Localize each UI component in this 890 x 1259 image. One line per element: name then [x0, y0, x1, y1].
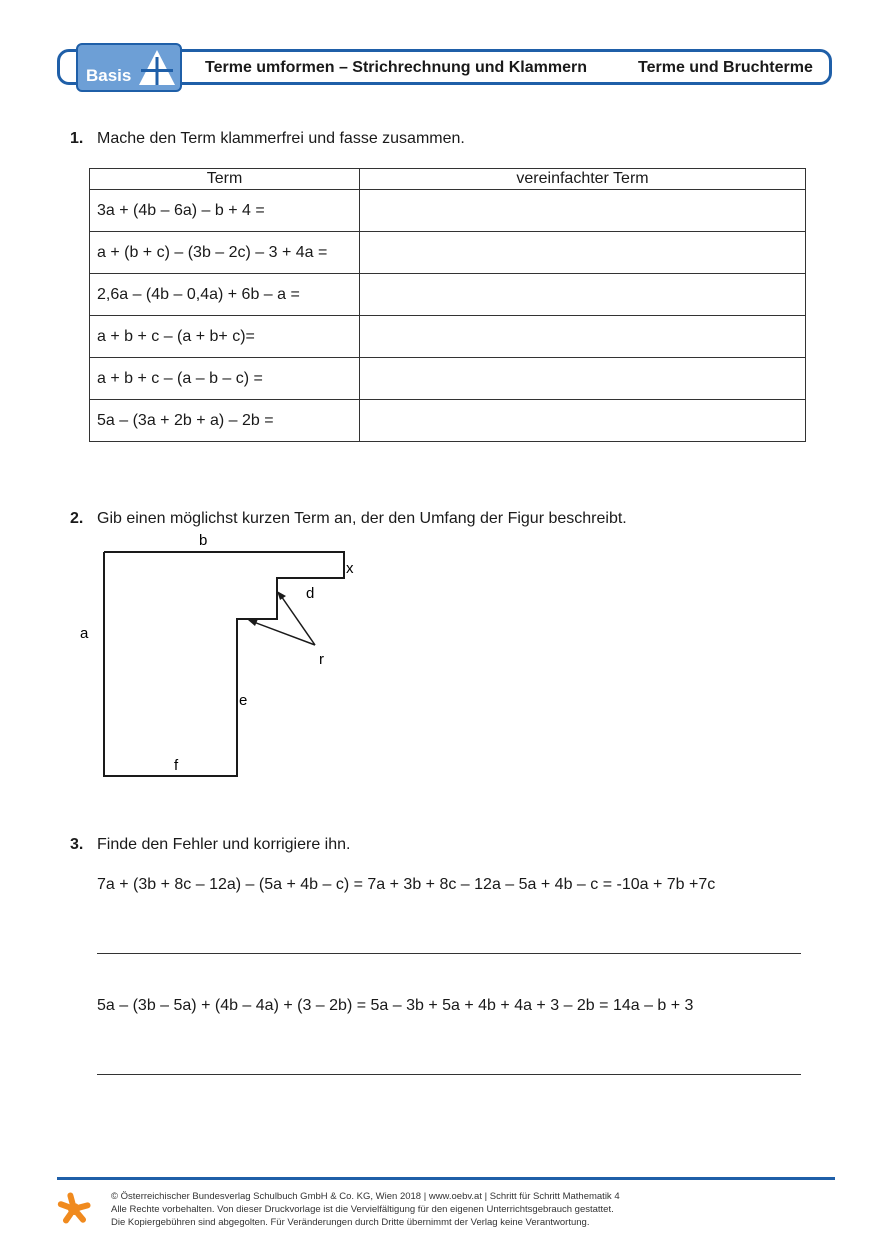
table-row [90, 274, 806, 316]
task3-number: 3. [70, 836, 84, 853]
level-badge [76, 43, 182, 92]
worksheet-title: Terme umformen – Strichrechnung und Klammern [205, 59, 587, 76]
section-title: Terme und Bruchterme [638, 59, 813, 76]
arrowhead-icon [248, 619, 258, 626]
answer-cell[interactable] [360, 190, 806, 232]
answer-line-2[interactable] [97, 1074, 801, 1075]
table-row [90, 232, 806, 274]
table-row [90, 316, 806, 358]
answer-cell[interactable] [360, 358, 806, 400]
publisher-logo-icon [56, 1191, 92, 1227]
footer-copyright: © Österreichischer Bundesverlag Schulbuch GmbH & Co. KG, Wien 2018 | www.oebv.at | Schritt für Schritt Mathematik 4 [111, 1191, 620, 1202]
task3-instruction: Finde den Fehler und korrigiere ihn. [97, 836, 351, 853]
task2-number: 2. [70, 510, 84, 527]
label-a: a [80, 625, 89, 642]
task2-instruction: Gib einen möglichst kurzen Term an, der den Umfang der Figur beschreibt. [97, 510, 627, 527]
answer-line-1[interactable] [97, 953, 801, 954]
term-cell: 3a + (4b – 6a) – b + 4 = [90, 190, 360, 232]
term-cell: a + (b + c) – (3b – 2c) – 3 + 4a = [90, 232, 360, 274]
table-row [90, 358, 806, 400]
term-cell: a + b + c – (a – b – c) = [90, 358, 360, 400]
terms-table [89, 168, 806, 442]
answer-cell[interactable] [360, 400, 806, 442]
column-header-term: Term [90, 169, 360, 190]
label-d: d [306, 585, 315, 602]
triangle-logo-icon [136, 47, 178, 89]
footer-rights: Alle Rechte vorbehalten. Von dieser Druckvorlage ist die Vervielfältigung für den eigenen Unterrichtsgebrauch gestattet. [111, 1204, 614, 1215]
task1-instruction: Mache den Term klammerfrei und fasse zusammen. [97, 130, 465, 147]
footer-fees: Die Kopiergebühren sind abgegolten. Für Veränderungen durch Dritte übernimmt der Verlag keine Verantwortung. [111, 1217, 590, 1228]
answer-cell[interactable] [360, 274, 806, 316]
perimeter-figure [70, 528, 390, 788]
equation-1: 7a + (3b + 8c – 12a) – (5a + 4b – c) = 7a + 3b + 8c – 12a – 5a + 4b – c = -10a + 7b +7c [97, 876, 716, 893]
table-header-row [90, 169, 806, 190]
arrowhead-icon [277, 591, 286, 600]
badge-label: Basis [86, 66, 132, 85]
table-row [90, 190, 806, 232]
equation-2: 5a – (3b – 5a) + (4b – 4a) + (3 – 2b) = 5a – 3b + 5a + 4b + 4a + 3 – 2b = 14a – b + 3 [97, 997, 694, 1014]
term-cell: 5a – (3a + 2b + a) – 2b = [90, 400, 360, 442]
label-r: r [319, 651, 324, 668]
task1-number: 1. [70, 130, 84, 147]
table-row [90, 400, 806, 442]
label-x: x [346, 560, 354, 577]
answer-cell[interactable] [360, 232, 806, 274]
arrow-r-lower [251, 621, 315, 645]
column-header-simplified: vereinfachter Term [360, 169, 806, 190]
label-b: b [199, 532, 208, 549]
label-f: f [174, 757, 179, 774]
footer-divider [57, 1177, 835, 1180]
term-cell: 2,6a – (4b – 0,4a) + 6b – a = [90, 274, 360, 316]
label-e: e [239, 692, 248, 709]
term-cell: a + b + c – (a + b+ c)= [90, 316, 360, 358]
answer-cell[interactable] [360, 316, 806, 358]
